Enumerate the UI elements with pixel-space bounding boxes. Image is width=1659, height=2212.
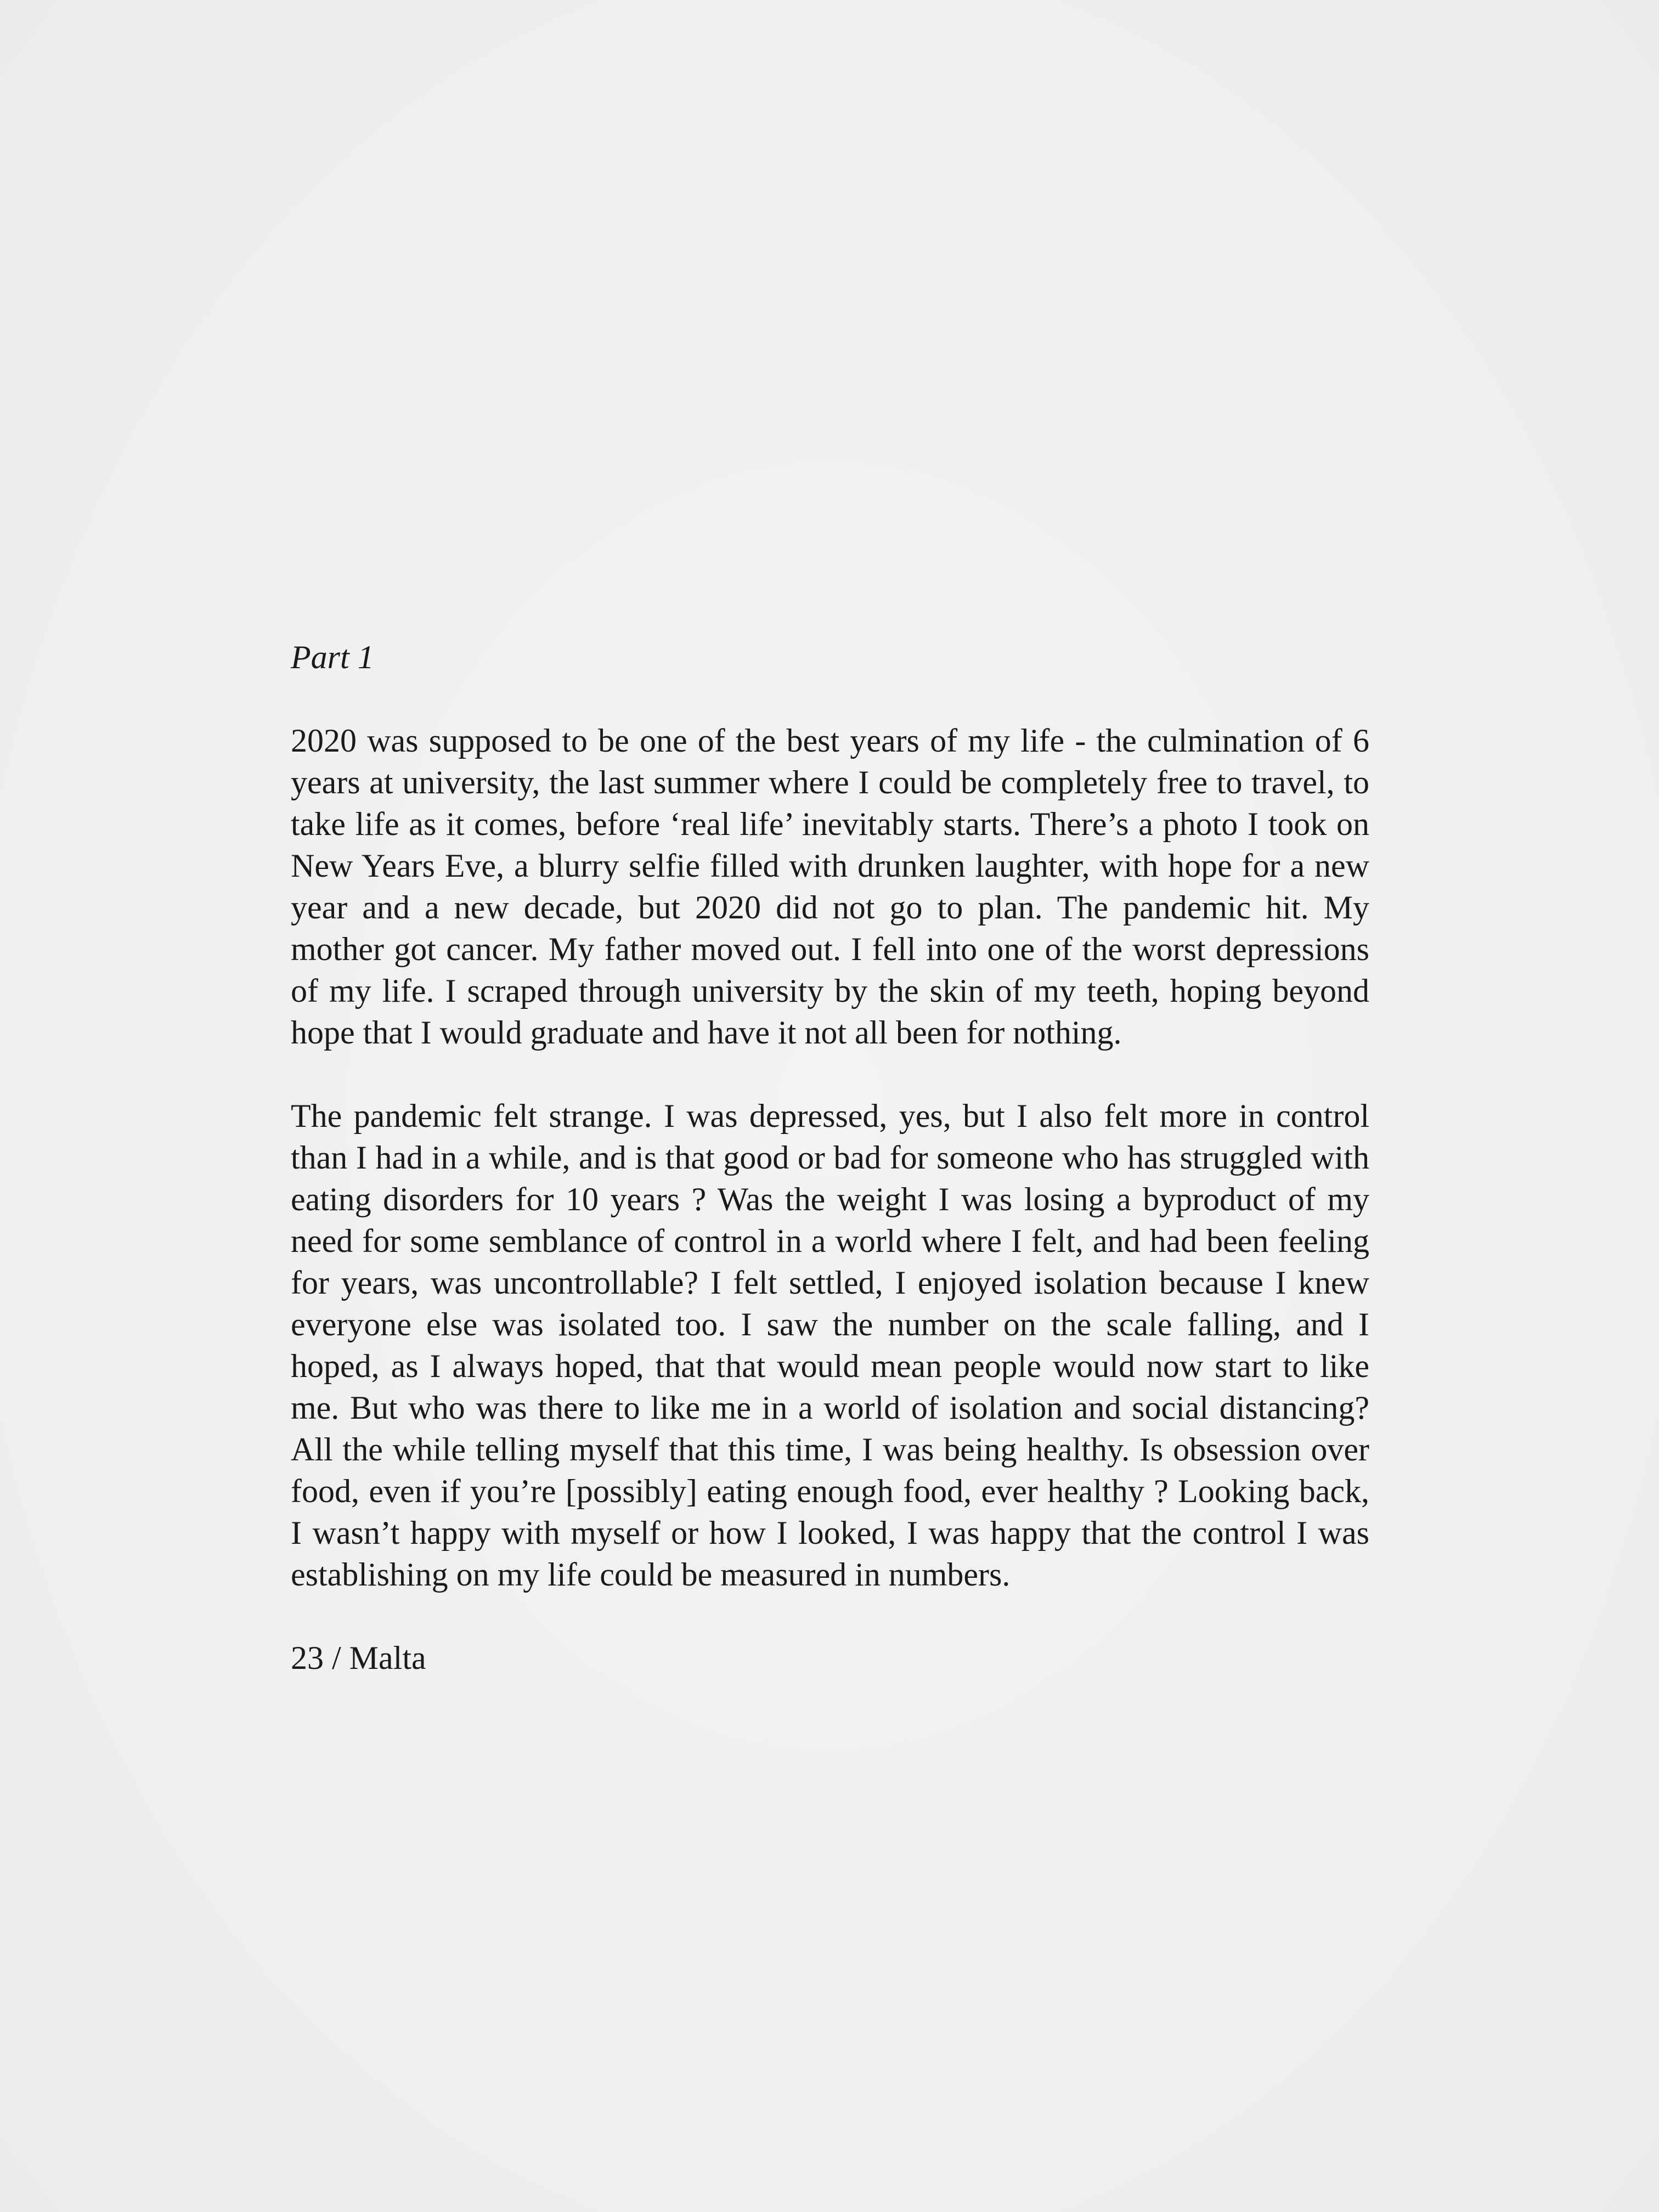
text-block	[291, 636, 1369, 1679]
paragraph-2: The pandemic felt strange. I was depressed, yes, but I also felt more in control than I had in a while, and is that good or bad for someone who has struggled with eating disorders for 10 years ? Was the weight I was losing a byproduct of my need for some semblance of control in a world where I felt, and had been feeling for years, was uncontrollable? I felt settled, I enjoyed isolation because I knew everyone else was isolated too. I saw the number on the scale falling, and I hoped, as I always hoped, that that would mean people would now start to like me. But who was there to like me in a world of isolation and social distancing? All the while telling myself that this time, I was being healthy. Is obsession over food, even if you’re [possibly] eating enough food, ever healthy ? Looking back, I wasn’t happy with myself or how I looked, I was happy that the control I was establishing on my life could be measured in numbers.	[291, 1098, 1369, 1593]
paragraph-1: 2020 was supposed to be one of the best years of my life - the culmination of 6 years at university, the last summer where I could be completely free to travel, to take life as it comes, before ‘real life’ inevitably starts. There’s a photo I took on New Years Eve, a blurry selfie filled with drunken laughter, with hope for a new year and a new decade, but 2020 did not go to plan. The pandemic hit. My mother got cancer. My father moved out. I fell into one of the worst depressions of my life. I scraped through university by the skin of my teeth, hoping beyond hope that I would graduate and have it not all been for nothing.	[291, 723, 1369, 1051]
part-heading: Part 1	[291, 639, 374, 675]
author-signature: 23 / Malta	[291, 1640, 426, 1676]
